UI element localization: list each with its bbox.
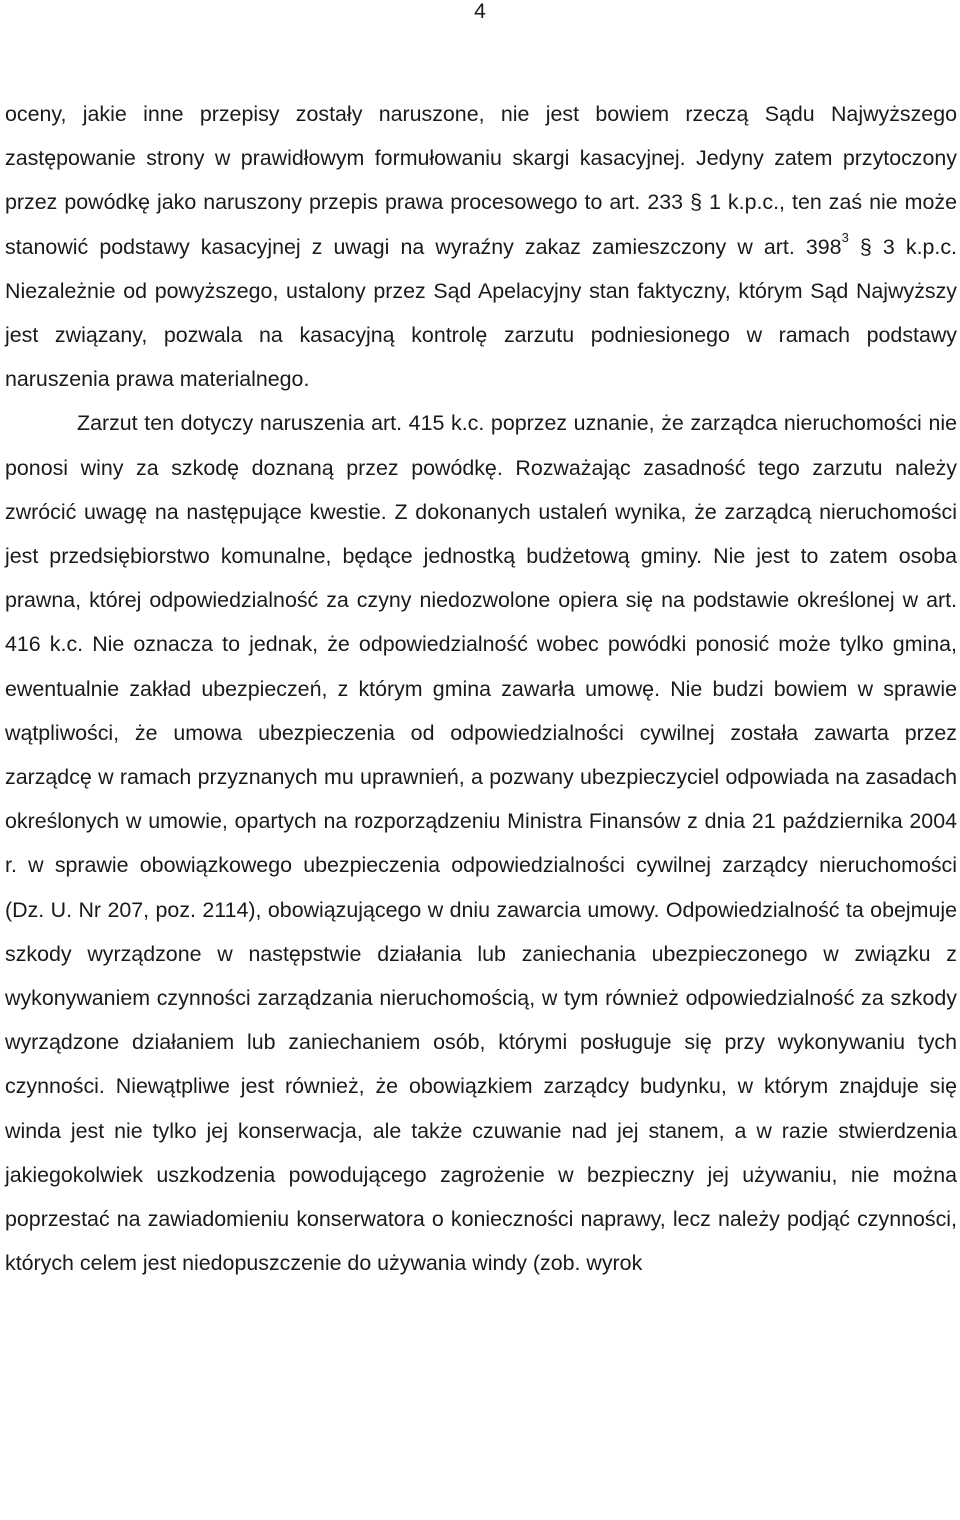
paragraph-1-text-a: oceny, jakie inne przepisy zostały naruszone, nie jest bowiem rzeczą Sądu Najwyższego zastępowanie strony w prawidłowym formułowaniu skargi kasacyjnej. Jedyny zatem przytoczony przez powódkę jako naruszony przepis prawa procesowego to art. 233 § 1 k.p.c., ten zaś nie może stanowić podstawy kasacyjnej z uwagi na wyraźny zakaz zamieszczony w art. 398 (5, 102, 957, 259)
paragraph-2: Zarzut ten dotyczy naruszenia art. 415 k.c. poprzez uznanie, że zarządca nieruchomości nie ponosi winy za szkodę doznaną przez powódkę. Rozważając zasadność tego zarzutu należy zwrócić uwagę na następujące kwestie. Z dokonanych ustaleń wynika, że zarządcą nieruchomości jest przedsiębiorstwo komunalne, będące jednostką budżetową gminy. Nie jest to zatem osoba prawna, której odpowiedzialność za czyny niedozwolone opiera się na podstawie określonej w art. 416 k.c. Nie oznacza to jednak, że odpowiedzialność wobec powódki ponosić może tylko gmina, ewentualnie zakład ubezpieczeń, z którym gmina zawarła umowę. Nie budzi bowiem w sprawie wątpliwości, że umowa ubezpieczenia od odpowiedzialności cywilnej została zawarta przez zarządcę w ramach przyznanych mu uprawnień, a pozwany ubezpieczyciel odpowiada na zasadach określonych w umowie, opartych na rozporządzeniu Ministra Finansów z dnia 21 października 2004 r. w sprawie obowiązkowego ubezpieczenia odpowiedzialności cywilnej zarządcy nieruchomości (Dz. U. Nr 207, poz. 2114), obowiązującego w dniu zawarcia umowy. Odpowiedzialność ta obejmuje szkody wyrządzone w następstwie działania lub zaniechania ubezpieczonego w związku z wykonywaniem czynności zarządzania nieruchomością, w tym również odpowiedzialność za szkody wyrządzone działaniem lub zaniechaniem osób, którymi posługuje się przy wykonywaniu tych czynności. Niewątpliwe jest również, że obowiązkiem zarządcy budynku, w którym znajduje się winda jest nie tylko jej konserwacja, ale także czuwanie nad jej stanem, a w razie stwierdzenia jakiegokolwiek uszkodzenia powodującego zagrożenie w bezpieczny jej używaniu, nie można poprzestać na zawiadomieniu konserwatora o konieczności naprawy, lecz należy podjąć czynności, których celem jest niedopuszczenie do używania windy (zob. wyrok (5, 411, 957, 1276)
paragraph-1-text-b: § 3 k.p.c. Niezależnie od powyższego, ustalony przez Sąd Apelacyjny stan faktyczny, którym Sąd Najwyższy jest związany, pozwala na kasacyjną kontrolę zarzutu podniesionego w ramach podstawy naruszenia prawa materialnego. (5, 234, 957, 392)
paragraph-1 (5, 92, 957, 401)
superscript-3: 3 (841, 230, 849, 246)
document-body (5, 92, 957, 1285)
page-number: 4 (474, 0, 486, 23)
